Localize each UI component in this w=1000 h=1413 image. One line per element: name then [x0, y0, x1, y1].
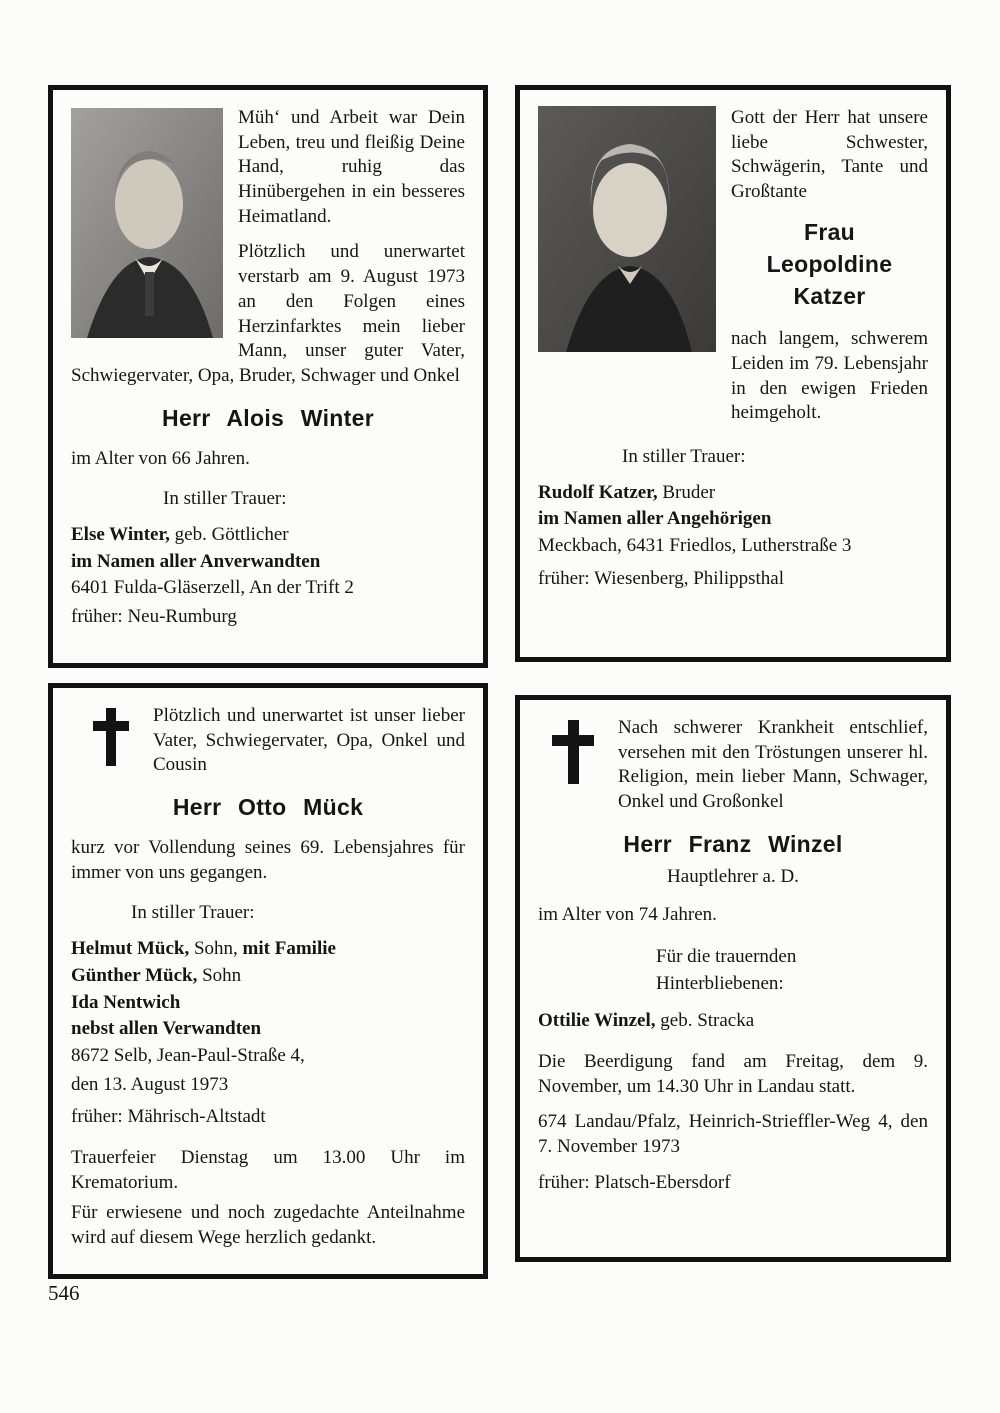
mourner-relation: Sohn — [197, 964, 242, 986]
obituary-notice-franz-winzel — [515, 695, 951, 1262]
portrait-photo-alois-winter — [71, 108, 223, 338]
mourner-family-note: mit Familie — [242, 938, 336, 960]
deceased-name: Herr Otto Mück — [172, 794, 364, 821]
funeral-note: Die Beerdigung fand am Freitag, dem 9. November, um 14.30 Uhr in Landau statt. — [538, 1051, 928, 1097]
photo-and-text-row — [538, 106, 928, 437]
mourner-line — [71, 523, 465, 548]
mourning-label-line2: Hinterbliebenen: — [656, 972, 784, 994]
deceased-name: Herr Franz Winzel — [623, 830, 843, 857]
thanks-note: Für erwiesene und noch zugedachte Anteilnahme wird auf diesem Wege herzlich gedankt. — [71, 1202, 465, 1248]
mourning-label: In stiller Trauer: — [163, 488, 287, 510]
mourning-label: In stiller Trauer: — [622, 446, 746, 468]
deceased-name — [731, 216, 928, 313]
mourner-line: im Namen aller Angehörigen — [538, 508, 772, 530]
age-line: im Alter von 74 Jahren. — [538, 904, 717, 926]
memorial-verse: Müh‘ und Arbeit war Dein Leben, treu und fleißig Deine Hand, ruhig das Hinübergehen in ein besseres Heimatland. — [238, 107, 465, 227]
address-line: früher: Mährisch-Altstadt — [71, 1106, 266, 1128]
cross-icon — [552, 720, 594, 784]
page-number: 546 — [48, 1281, 80, 1305]
mourner-relation: Bruder — [657, 481, 716, 503]
deceased-name: Herr Alois Winter — [162, 404, 374, 431]
mourning-label: In stiller Trauer: — [131, 902, 255, 924]
age-line: im Alter von 66 Jahren. — [71, 447, 250, 469]
address-line: 6401 Fulda-Gläserzell, An der Trift 2 — [71, 577, 354, 599]
death-circumstance: kurz vor Vollendung seines 69. Lebensjahres für immer von uns gegangen. — [71, 837, 465, 883]
portrait-photo-leopoldine-katzer — [538, 106, 716, 437]
mourner-line: nebst allen Verwandten — [71, 1018, 262, 1040]
address-line: früher: Neu-Rumburg — [71, 606, 237, 627]
mourner-relation: Sohn, — [189, 938, 243, 960]
date-line: den 13. August 1973 — [71, 1073, 229, 1095]
address-line: 8672 Selb, Jean-Paul-Straße 4, — [71, 1044, 305, 1066]
mourner-name: Ottilie Winzel, — [538, 1010, 656, 1032]
obituary-notice-alois-winter — [48, 85, 488, 668]
mourner-relation: geb. Stracka — [655, 1010, 755, 1032]
death-announcement: Nach schwerer Krankheit entschlief, versehen mit den Tröstungen unserer hl. Religion, mein lieber Mann, Schwager, Onkel und Großonkel — [618, 717, 928, 813]
mourner-name: Else Winter, — [71, 523, 170, 545]
cross-icon — [93, 708, 129, 766]
address-line: 674 Landau/Pfalz, Heinrich-Strieffler-Weg 4, den 7. November 1973 — [538, 1111, 928, 1158]
mourner-relation: geb. Göttlicher — [169, 523, 289, 545]
funeral-note: Trauerfeier Dienstag um 13.00 Uhr im Krematorium. — [71, 1146, 465, 1193]
deceased-name-line1: Frau — [803, 218, 856, 245]
address-line: früher: Wiesenberg, Philippsthal — [538, 567, 785, 589]
address-line: Meckbach, 6431 Friedlos, Lutherstraße 3 — [538, 535, 852, 557]
death-announcement: Plötzlich und unerwartet ist unser lieber Vater, Schwiegervater, Opa, Onkel und Cousin — [153, 705, 465, 776]
mourner-name: Günther Mück, — [71, 964, 198, 986]
mourner-line — [538, 1009, 928, 1034]
deceased-profession: Hauptlehrer a. D. — [667, 865, 799, 887]
mourner-line — [71, 964, 465, 989]
mourner-name: Rudolf Katzer, — [538, 481, 658, 503]
mourning-label — [656, 944, 928, 997]
death-circumstance: nach langem, schwerem Leiden im 79. Lebensjahr in den ewigen Frieden heimgeholt. — [731, 328, 928, 424]
mourner-line: im Namen aller Anverwandten — [71, 550, 321, 572]
death-announcement: Plötzlich und unerwartet verstarb am 9. August 1973 an den Folgen eines Herzinfarktes mein lieber Mann, unser guter Vater, Schwiegervater, Opa, Bruder, Schwager und Onkel — [71, 241, 465, 386]
mourner-line — [538, 481, 928, 506]
mourner-line: Ida Nentwich — [71, 991, 181, 1013]
announcement-column — [731, 106, 928, 437]
death-announcement: Gott der Herr hat unsere liebe Schwester, Schwägerin, Tante und Großtante — [731, 107, 928, 203]
obituary-notice-otto-mueck — [48, 683, 488, 1279]
deceased-name-line2: Leopoldine Katzer — [766, 250, 893, 310]
mourner-name: Helmut Mück, — [71, 938, 190, 960]
mourner-line — [71, 937, 465, 962]
obituary-notice-leopoldine-katzer — [515, 85, 951, 662]
address-line: früher: Platsch-Ebersdorf — [538, 1171, 731, 1193]
mourning-label-line1: Für die trauernden — [656, 946, 797, 968]
